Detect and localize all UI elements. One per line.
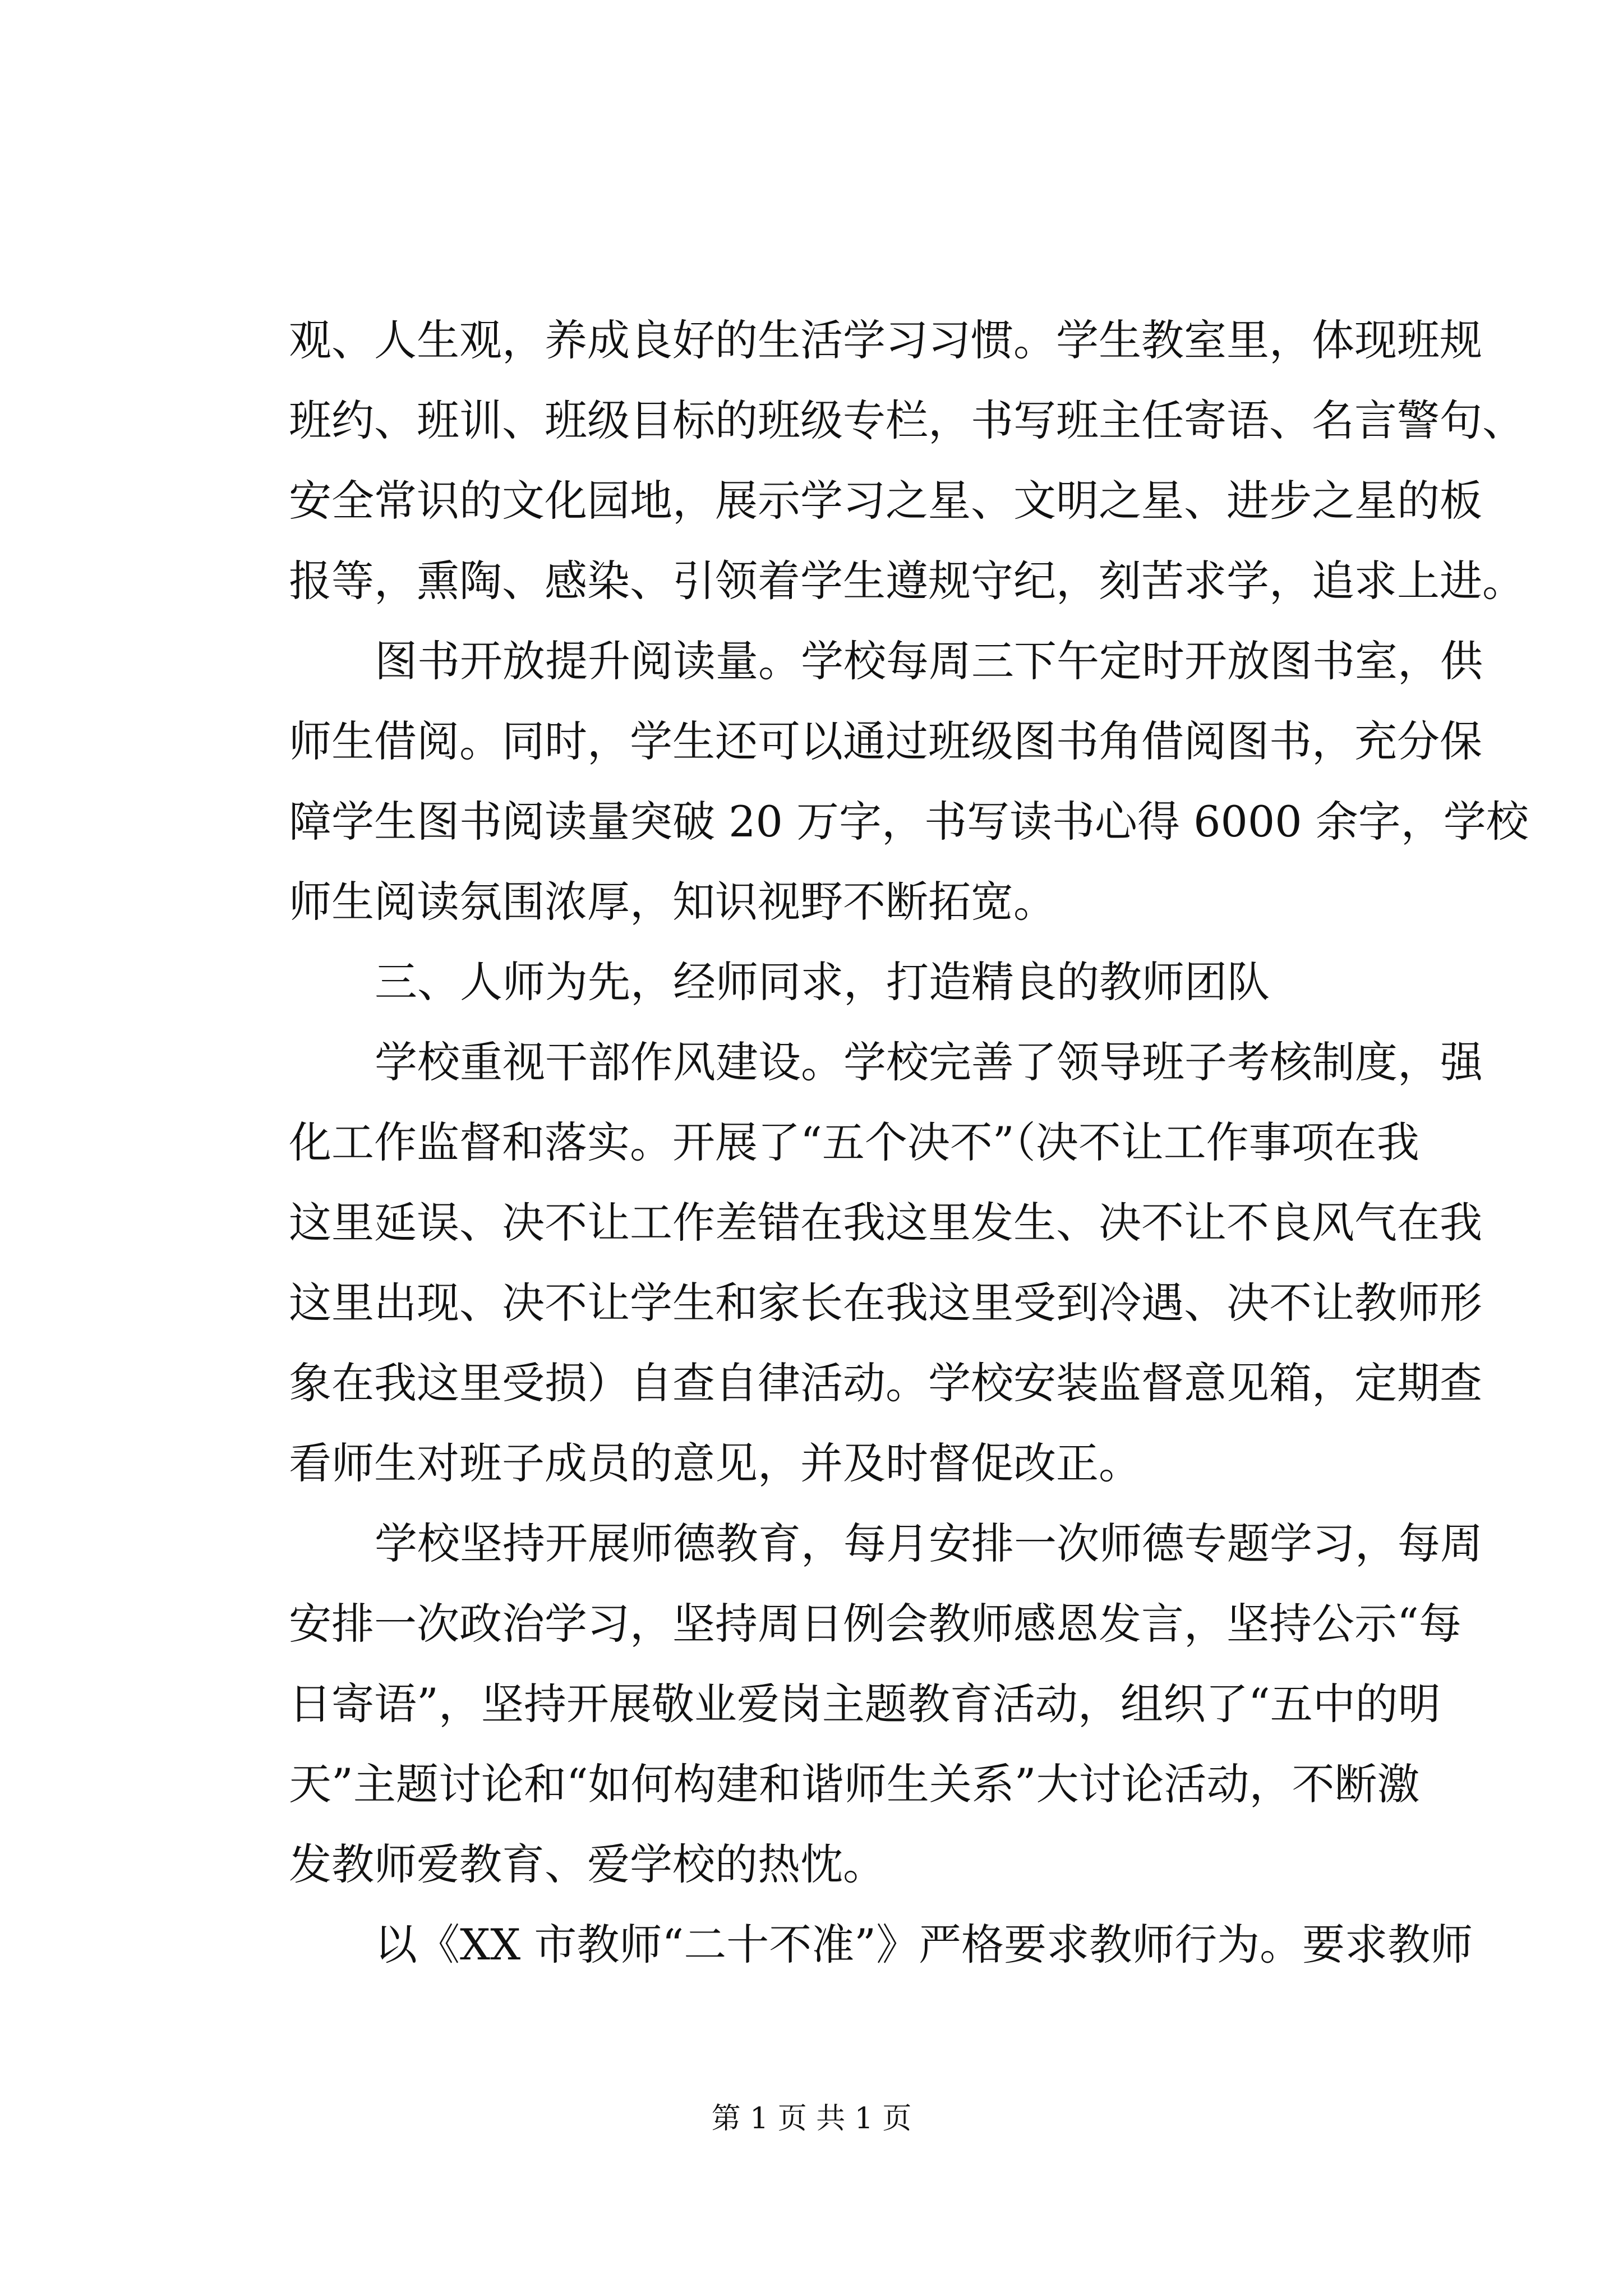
text-line: 这里出现、决不让学生和家长在我这里受到冷遇、决不让教师形 xyxy=(289,1278,1482,1328)
page-footer: 第 1 页 共 1 页 xyxy=(711,2102,912,2136)
text-line: 天”主题讨论和“如何构建和谐师生关系”大讨论活动，不断激 xyxy=(289,1759,1420,1809)
text-line: 报等，熏陶、感染、引领着学生遵规守纪，刻苦求学，追求上进。 xyxy=(289,556,1525,606)
text-line: 这里延误、决不让工作差错在我这里发生、决不让不良风气在我 xyxy=(289,1198,1482,1248)
text-line: 三、人师为先，经师同求，打造精良的教师团队 xyxy=(375,957,1270,1007)
text-line: 师生借阅。同时，学生还可以通过班级图书角借阅图书，充分保 xyxy=(289,716,1482,766)
text-line: 象在我这里受损）自查自律活动。学校安装监督意见箱，定期查 xyxy=(289,1358,1482,1408)
text-line: 以《XX 市教师“二十不准”》严格要求教师行为。要求教师 xyxy=(375,1920,1473,1970)
text-line: 图书开放提升阅读量。学校每周三下午定时开放图书室，供 xyxy=(375,636,1483,686)
text-line: 日寄语”，坚持开展敬业爱岗主题教育活动，组织了“五中的明 xyxy=(289,1679,1441,1729)
text-line: 障学生图书阅读量突破 20 万字，书写读书心得 6000 余字，学校 xyxy=(289,797,1529,846)
text-line: 班约、班训、班级目标的班级专栏，书写班主任寄语、名言警句、 xyxy=(289,395,1525,445)
text-line: 化工作监督和落实。开展了“五个决不”（决不让工作事项在我 xyxy=(289,1117,1419,1167)
text-line: 发教师爱教育、爱学校的热忱。 xyxy=(289,1839,886,1889)
text-line: 安排一次政治学习，坚持周日例会教师感恩发言，坚持公示“每 xyxy=(289,1599,1461,1649)
document-body xyxy=(289,300,1529,1985)
text-line: 观、人生观，养成良好的生活学习习惯。学生教室里，体现班规 xyxy=(289,315,1482,365)
text-line: 安全常识的文化园地，展示学习之星、文明之星、进步之星的板 xyxy=(289,476,1482,526)
text-line: 师生阅读氛围浓厚，知识视野不断拓宽。 xyxy=(289,877,1056,927)
text-line: 学校坚持开展师德教育，每月安排一次师德专题学习，每周 xyxy=(375,1519,1483,1568)
text-line: 学校重视干部作风建设。学校完善了领导班子考核制度，强 xyxy=(375,1037,1483,1087)
text-line: 看师生对班子成员的意见，并及时督促改正。 xyxy=(289,1438,1141,1488)
